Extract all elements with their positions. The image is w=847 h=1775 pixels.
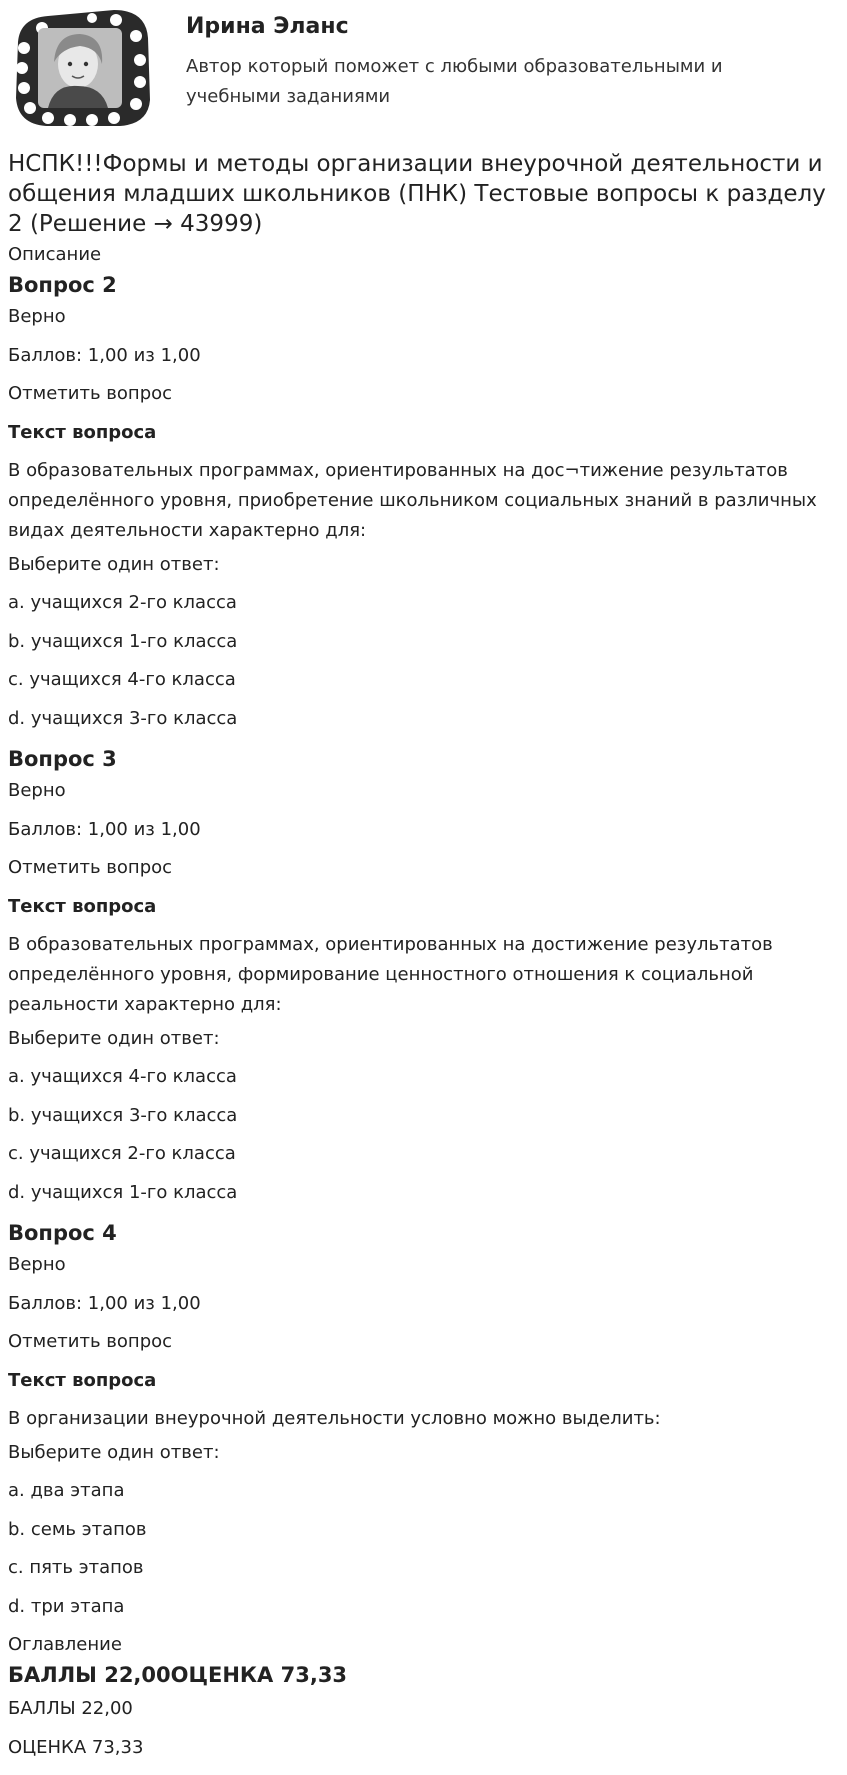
question-4-option-a[interactable]: a. два этапа	[8, 1480, 840, 1519]
author-name[interactable]: Ирина Эланс	[186, 14, 349, 39]
summary-grade: ОЦЕНКА 73,33	[8, 1737, 840, 1775]
question-4-option-b[interactable]: b. семь этапов	[8, 1519, 840, 1558]
main-content	[8, 244, 840, 1775]
question-3-option-a[interactable]: a. учащихся 4-го класса	[8, 1066, 840, 1105]
question-2-text: В образовательных программах, ориентированных на дос¬тижение результатов определённого уровня, приобретение школьником социальных знаний в различных видах деятельности характерно для:	[8, 456, 840, 546]
summary-heading: БАЛЛЫ 22,00ОЦЕНКА 73,33	[8, 1662, 840, 1698]
question-3-text-heading: Текст вопроса	[8, 896, 840, 930]
summary-score: БАЛЛЫ 22,00	[8, 1698, 840, 1737]
question-2-flag[interactable]: Отметить вопрос	[8, 383, 840, 422]
question-4-option-c[interactable]: c. пять этапов	[8, 1557, 840, 1596]
toc-heading: Оглавление	[8, 1634, 840, 1662]
author-description: Автор который поможет с любыми образовательными и учебными заданиями	[186, 52, 786, 112]
question-3-flag[interactable]: Отметить вопрос	[8, 857, 840, 896]
question-4-status: Верно	[8, 1254, 840, 1293]
question-2-choose-label: Выберите один ответ:	[8, 554, 840, 593]
question-2-option-a[interactable]: a. учащихся 2-го класса	[8, 592, 840, 631]
question-3-option-c[interactable]: c. учащихся 2-го класса	[8, 1143, 840, 1182]
question-3-choose-label: Выберите один ответ:	[8, 1028, 840, 1067]
author-card	[8, 8, 838, 128]
question-4-text-heading: Текст вопроса	[8, 1370, 840, 1404]
description-heading: Описание	[8, 244, 840, 272]
question-3-title: Вопрос 3	[8, 746, 840, 780]
question-4-score: Баллов: 1,00 из 1,00	[8, 1293, 840, 1332]
question-2-score: Баллов: 1,00 из 1,00	[8, 345, 840, 384]
question-3-text: В образовательных программах, ориентированных на достижение результатов определённого уровня, формирование ценностного отношения к социальной реальности характерно для:	[8, 930, 840, 1020]
question-2-status: Верно	[8, 306, 840, 345]
question-2-option-d[interactable]: d. учащихся 3-го класса	[8, 708, 840, 747]
question-2-title: Вопрос 2	[8, 272, 840, 306]
question-2-option-b[interactable]: b. учащихся 1-го класса	[8, 631, 840, 670]
film-strip-avatar-icon	[8, 8, 152, 128]
page-title: НСПК!!!Формы и методы организации внеурочной деятельности и общения младших школьников (ПНК) Тестовые вопросы к разделу 2 (Решение → 43999)	[8, 149, 840, 239]
question-3-score: Баллов: 1,00 из 1,00	[8, 819, 840, 858]
question-2-option-c[interactable]: c. учащихся 4-го класса	[8, 669, 840, 708]
question-4-text: В организации внеурочной деятельности условно можно выделить:	[8, 1404, 840, 1434]
question-4-option-d[interactable]: d. три этапа	[8, 1596, 840, 1635]
question-4-title: Вопрос 4	[8, 1220, 840, 1254]
question-3-option-d[interactable]: d. учащихся 1-го класса	[8, 1182, 840, 1221]
question-3-status: Верно	[8, 780, 840, 819]
question-2-text-heading: Текст вопроса	[8, 422, 840, 456]
question-3-option-b[interactable]: b. учащихся 3-го класса	[8, 1105, 840, 1144]
question-4-choose-label: Выберите один ответ:	[8, 1442, 840, 1481]
question-4-flag[interactable]: Отметить вопрос	[8, 1331, 840, 1370]
